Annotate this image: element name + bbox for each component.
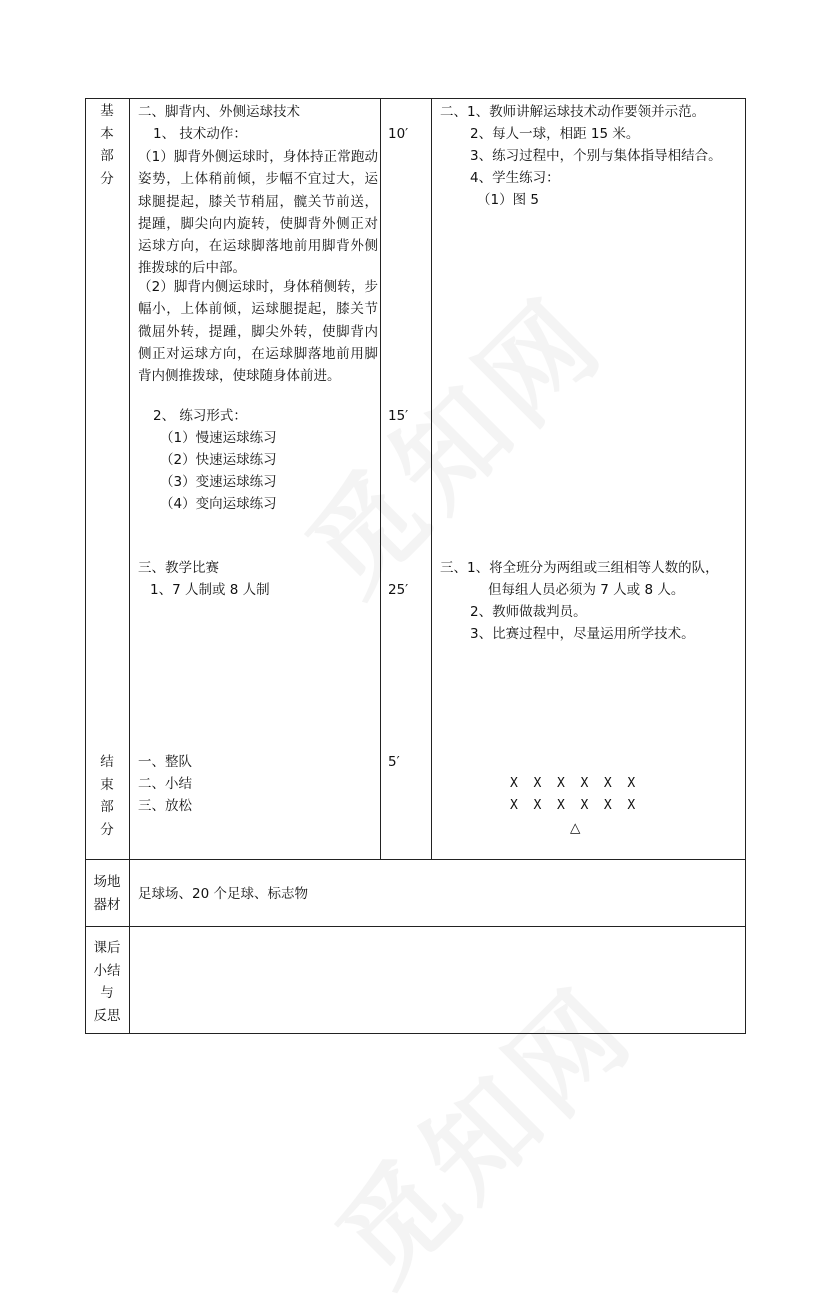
method-line: 2、教师做裁判员。 [470, 604, 587, 620]
venue-text: 足球场、20 个足球、标志物 [138, 886, 308, 902]
reflection-label: 课后 小结 与 反思 [93, 940, 121, 1024]
table-column-divider [129, 98, 130, 1034]
time-value: 5′ [388, 754, 400, 770]
section-label-basic: 基 本 部 分 [100, 103, 114, 187]
formation-row: X X X X X X [510, 776, 636, 791]
method-line: （1）图 5 [477, 192, 539, 208]
inner-dribble-text: （2）脚背内侧运球时，身体稍侧转，步幅小，上体前倾，运球腿提起，膝关节微屈外转，提踵，脚尖外转，使脚背内侧正对运球方向，在运球脚落地前用脚背内侧推拨球，使球随身体前进。 [138, 279, 378, 385]
table-border-bottom [85, 1033, 746, 1034]
method-line: 三、1、将全班分为两组或三组相等人数的队， [440, 560, 719, 576]
method-line: 4、学生练习： [470, 170, 560, 186]
end-item: 三、放松 [138, 798, 192, 814]
practice-item: （2）快速运球练习 [160, 452, 277, 468]
end-item: 一、整队 [138, 754, 192, 770]
end-item: 二、小结 [138, 776, 192, 792]
section-label-end: 结 束 部 分 [100, 754, 114, 838]
table-border-right [745, 98, 746, 1034]
part3-title: 三、教学比赛 [138, 560, 219, 576]
watermark [297, 946, 663, 1312]
practice-item: （4）变向运球练习 [160, 496, 277, 512]
method-line: 3、比赛过程中，尽量运用所学技术。 [470, 626, 695, 642]
method-line: 二、1、教师讲解运球技术动作要领并示范。 [440, 104, 706, 120]
match-format: 1、7 人制或 8 人制 [150, 582, 270, 598]
outer-dribble-text: （1）脚背外侧运球时，身体持正常跑动姿势，上体稍前倾，步幅不宜过大，运球腿提起，膝关节稍屈，髋关节前送，提踵，脚尖向内旋转，使脚背外侧正对运球方向，在运球脚落地前用脚背外侧推拨球的后中部。 [138, 149, 378, 277]
venue-label: 场地 器材 [93, 874, 121, 913]
method-line: 但每组人员必须为 7 人或 8 人。 [488, 582, 685, 598]
method-line: 2、每人一球，相距 15 米。 [470, 126, 640, 142]
table-column-divider [380, 98, 381, 860]
practice-heading: 2、 练习形式： [153, 408, 247, 424]
table-border-top [85, 98, 746, 99]
formation-teacher-marker: △ [570, 820, 581, 836]
method-line: 3、练习过程中，个别与集体指导相结合。 [470, 148, 722, 164]
table-divider [85, 926, 746, 927]
time-value: 10′ [388, 126, 409, 142]
time-value: 25′ [388, 582, 409, 598]
part2-title: 二、脚背内、外侧运球技术 [138, 104, 300, 120]
tech-heading: 1、 技术动作： [153, 126, 247, 142]
table-column-divider [431, 98, 432, 860]
practice-item: （1）慢速运球练习 [160, 430, 277, 446]
formation-row: X X X X X X [510, 798, 636, 813]
practice-item: （3）变速运球练习 [160, 474, 277, 490]
table-divider [85, 859, 746, 860]
time-value: 15′ [388, 408, 409, 424]
